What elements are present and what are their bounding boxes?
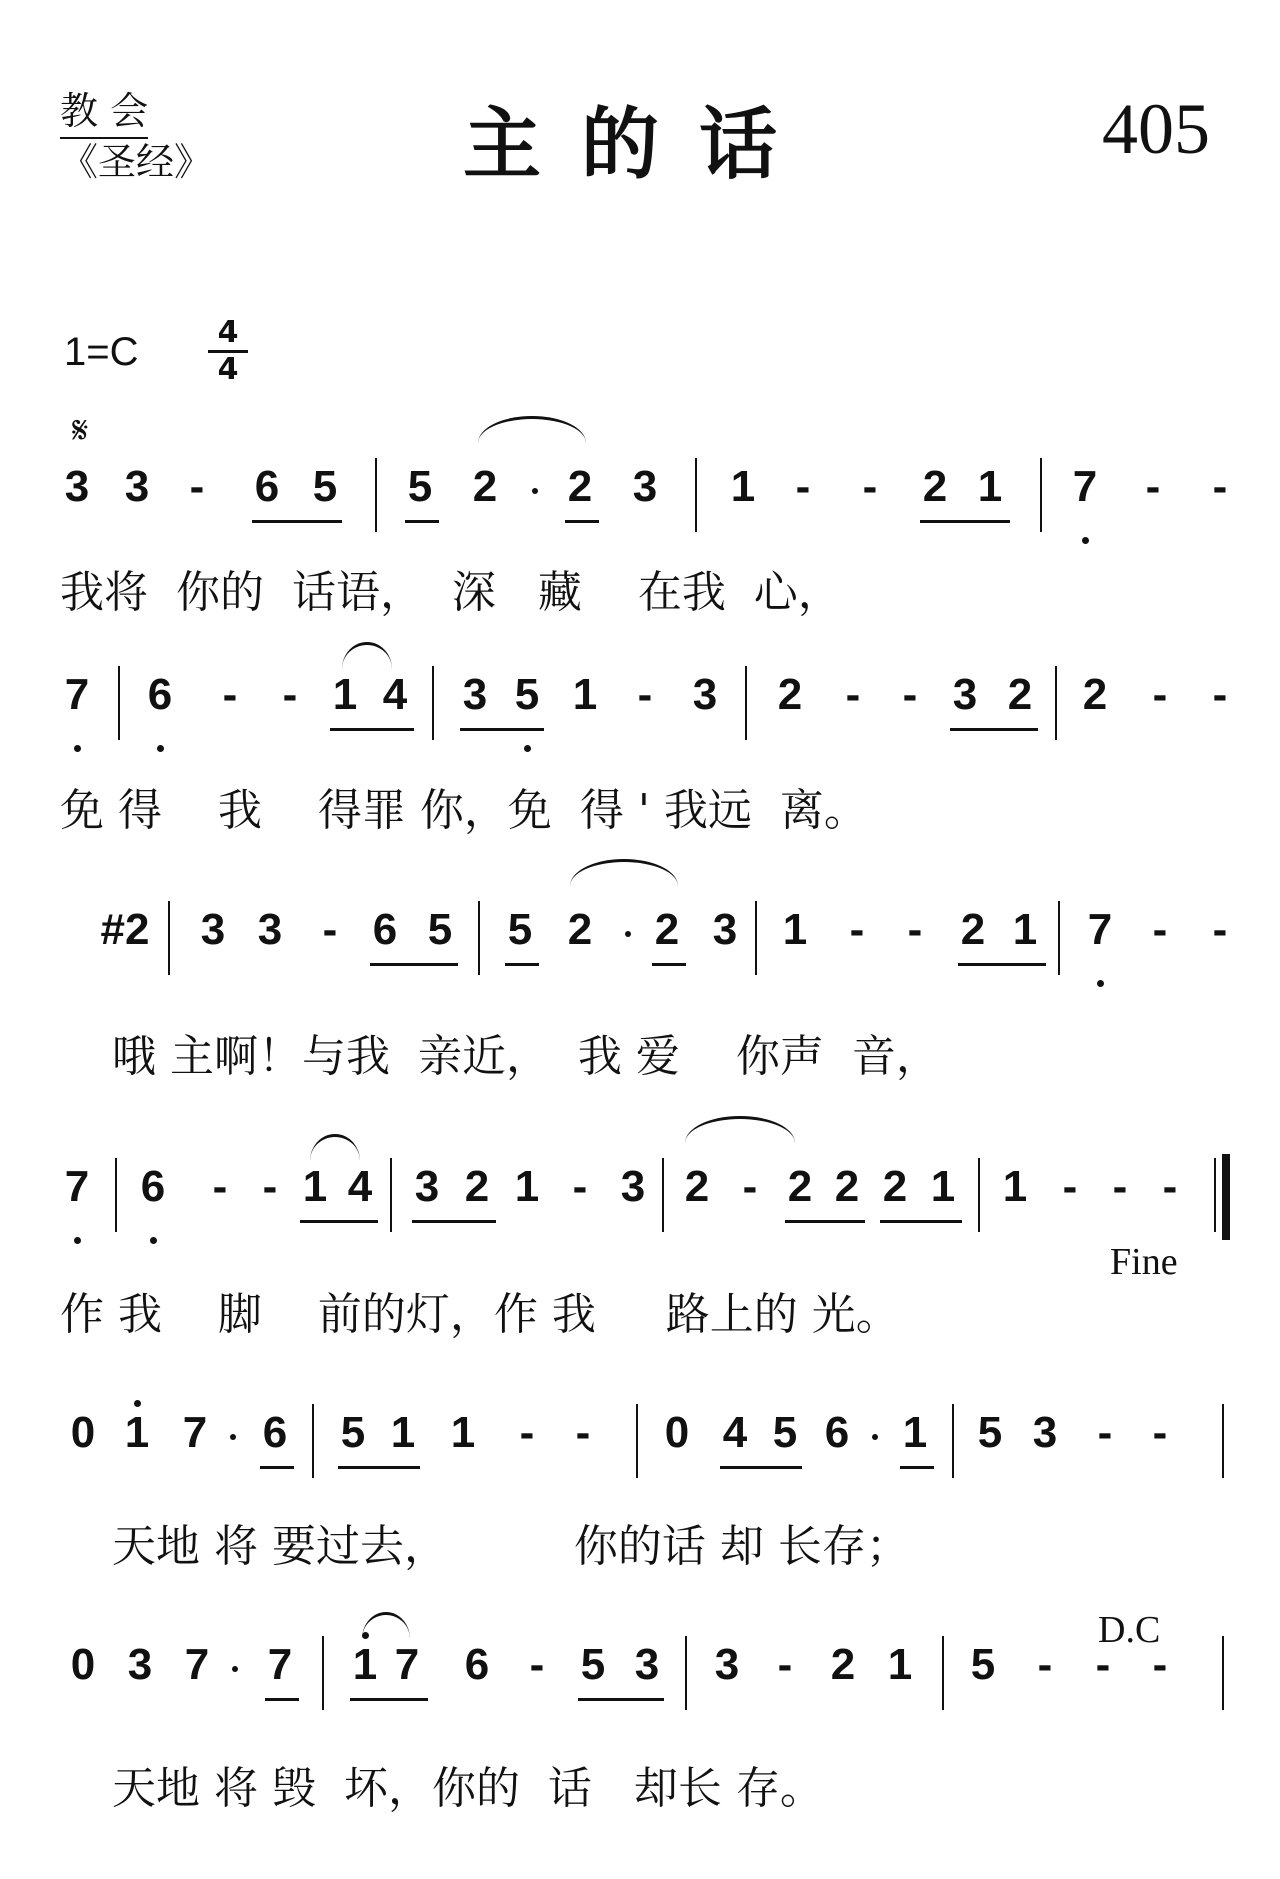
note: - [519,1408,535,1457]
note: - [1152,1640,1168,1689]
beam-underline [350,1698,428,1701]
note: 3 [620,1162,646,1211]
note: 3 [1032,1408,1058,1457]
note: - [1152,1408,1168,1457]
dot-marker [230,1434,236,1440]
barline [432,666,434,740]
note: 1 [390,1408,416,1457]
dot-marker [74,1237,81,1244]
notes-row [0,1640,1280,1730]
note: - [862,462,878,511]
barline [952,1404,954,1478]
note: - [1212,905,1228,954]
score-line-2 [0,670,1280,790]
note: - [262,1162,278,1211]
tie-arc [685,1116,795,1143]
note: - [1112,1162,1128,1211]
note: 2 [834,1162,860,1211]
note: 4 [382,670,408,719]
note: 7 [267,1640,293,1689]
dot-marker [1082,537,1089,544]
dot-marker [532,488,538,494]
segno-icon: 𝄋 [72,408,89,452]
barline [1058,901,1060,975]
note: - [1062,1162,1078,1211]
note: 3 [712,905,738,954]
note: 5 [312,462,338,511]
note: 2 [830,1640,856,1689]
beam-underline [505,963,539,966]
notes-row [0,1162,1280,1252]
note: 3 [200,905,226,954]
barline [312,1404,314,1478]
note: 1 [1002,1162,1028,1211]
note: - [1152,905,1168,954]
note: 1 [514,1162,540,1211]
note: - [1152,670,1168,719]
barline [478,901,480,975]
barline [662,1158,664,1232]
note: - [222,670,238,719]
barline [685,1636,687,1710]
beam-underline [260,1466,294,1469]
note: 6 [254,462,280,511]
note: 5 [340,1408,366,1457]
note: 2 [567,905,593,954]
barline [1214,1158,1216,1232]
barline [942,1636,944,1710]
note: - [322,905,338,954]
note: - [742,1162,758,1211]
tie-arc [478,416,586,443]
beam-underline [265,1698,299,1701]
tie-arc [362,1612,410,1639]
beam-underline [370,963,458,966]
note: 1 [782,905,808,954]
dot-marker [150,1237,157,1244]
note: 1 [730,462,756,511]
dot-marker [872,1434,878,1440]
note: 5 [407,462,433,511]
barline [978,1158,980,1232]
note: 3 [257,905,283,954]
note: 2 [472,462,498,511]
note: 2 [684,1162,710,1211]
note: - [1162,1162,1178,1211]
note: 7 [182,1408,208,1457]
note: 5 [507,905,533,954]
note: 5 [514,670,540,719]
barline [695,458,697,532]
barline [755,901,757,975]
note: 1 [1012,905,1038,954]
note: 2 [960,905,986,954]
note: 1 [902,1408,928,1457]
note: - [849,905,865,954]
dot-marker [74,745,81,752]
note: - [1212,462,1228,511]
beam-underline [300,1220,378,1223]
note: - [575,1408,591,1457]
barline [1055,666,1057,740]
note: 6 [824,1408,850,1457]
note: 6 [372,905,398,954]
beam-underline [330,728,414,731]
lyrics-line-2: 免 得 我 得罪 你，免 得 ' 我远 离。 [60,785,868,836]
dot-marker [134,1400,141,1407]
note: - [907,905,923,954]
beam-underline [720,1466,802,1469]
note: 3 [634,1640,660,1689]
note: 0 [70,1408,96,1457]
author-line2: 《圣经》 [60,139,213,184]
dot-marker [1097,980,1104,987]
note: 5 [977,1408,1003,1457]
note: - [1037,1640,1053,1689]
barline [745,666,747,740]
note: 1 [450,1408,476,1457]
author-line1: 教 会 [60,88,148,139]
note: 7 [1072,462,1098,511]
barline [1040,458,1042,532]
note: 5 [427,905,453,954]
note: 4 [347,1162,373,1211]
note: 3 [952,670,978,719]
note: - [902,670,918,719]
time-top: 4 [217,315,239,350]
dot-marker [232,1666,238,1672]
note: 3 [64,462,90,511]
beam-underline [950,728,1038,731]
dc-label: D.C [1098,1609,1161,1651]
barline [168,901,170,975]
note: 3 [714,1640,740,1689]
note: - [529,1640,545,1689]
score-line-6 [0,1609,1280,1760]
barline [1222,1636,1224,1710]
barline [322,1636,324,1710]
note: 7 [184,1640,210,1689]
note: 7 [64,1162,90,1211]
beam-underline [252,520,342,523]
beam-underline [785,1220,865,1223]
note: 6 [464,1640,490,1689]
beam-underline [652,963,686,966]
note: 3 [414,1162,440,1211]
note: 3 [462,670,488,719]
barline [115,1158,117,1232]
beam-underline [880,1220,962,1223]
note: 1 [977,462,1003,511]
note: 1 [124,1408,150,1457]
notes-row [0,1408,1280,1498]
tie-arc [310,1134,360,1161]
note: 3 [124,462,150,511]
beam-underline [958,963,1046,966]
final-barline [1222,1154,1230,1240]
note: 3 [127,1640,153,1689]
barline [1222,1404,1224,1478]
note: 2 [922,462,948,511]
notes-row [0,670,1280,760]
beam-underline [338,1466,420,1469]
note: 5 [970,1640,996,1689]
note: - [637,670,653,719]
note: 6 [262,1408,288,1457]
note: - [1097,1408,1113,1457]
notes-row [0,462,1280,552]
lyrics-line-5: 天地 将 要过去， 你的话 却 长存； [112,1521,910,1572]
note: 3 [692,670,718,719]
note: 7 [1087,905,1113,954]
note: - [189,462,205,511]
note: 2 [777,670,803,719]
sharp-two-label: #2 [100,905,150,954]
note: - [1145,462,1161,511]
note: 2 [654,905,680,954]
tie-arc [342,642,392,669]
beam-underline [412,1220,496,1223]
note: 3 [632,462,658,511]
note: - [1095,1640,1111,1689]
beam-underline [920,520,1010,523]
note: 1 [352,1640,378,1689]
time-signature [208,315,248,387]
note: 6 [140,1162,166,1211]
note: 2 [567,462,593,511]
lyrics-line-4: 作 我 脚 前的灯，作 我 路上的 光。 [60,1289,900,1340]
beam-underline [900,1466,934,1469]
score-line-3 [0,905,1280,1025]
lyrics-line-1: 我将 你的 话语， 深 藏 在我 心， [60,567,842,618]
note: 7 [394,1640,420,1689]
beam-underline [578,1698,664,1701]
time-bottom: 4 [217,352,239,387]
note: 7 [64,670,90,719]
note: 5 [772,1408,798,1457]
note: 4 [722,1408,748,1457]
note: - [795,462,811,511]
note: 2 [787,1162,813,1211]
note: - [1212,670,1228,719]
note: - [572,1162,588,1211]
barline [375,458,377,532]
page-title: 主的话 [462,99,817,190]
dot-marker [524,745,531,752]
score-line-4 [0,1162,1280,1282]
barline [118,666,120,740]
note: 1 [930,1162,956,1211]
note: 1 [302,1162,328,1211]
note: 2 [1082,670,1108,719]
note: 5 [580,1640,606,1689]
barline [636,1404,638,1478]
note: - [282,670,298,719]
barline [390,1158,392,1232]
lyrics-line-6: 天地 将 毁 坏，你的 话 却长 存。 [112,1763,824,1814]
beam-underline [565,520,599,523]
hymn-number: 405 [1102,89,1210,169]
note: - [845,670,861,719]
note: 1 [332,670,358,719]
beam-underline [405,520,439,523]
note: 2 [882,1162,908,1211]
lyrics-line-3: 哦 主啊！与我 亲近， 我 爱 你声 音， [112,1031,940,1082]
note: - [212,1162,228,1211]
note: 0 [664,1408,690,1457]
note: 1 [887,1640,913,1689]
note: 0 [70,1640,96,1689]
dot-marker [157,745,164,752]
note: 6 [147,670,173,719]
key-signature: 1=C [64,330,139,374]
note: 2 [464,1162,490,1211]
fine-label: Fine [1110,1241,1178,1283]
beam-underline [460,728,544,731]
note: 2 [1007,670,1033,719]
tie-arc [570,859,678,886]
note: 1 [572,670,598,719]
dot-marker [625,931,631,937]
notes-row [0,905,1280,995]
note: - [777,1640,793,1689]
